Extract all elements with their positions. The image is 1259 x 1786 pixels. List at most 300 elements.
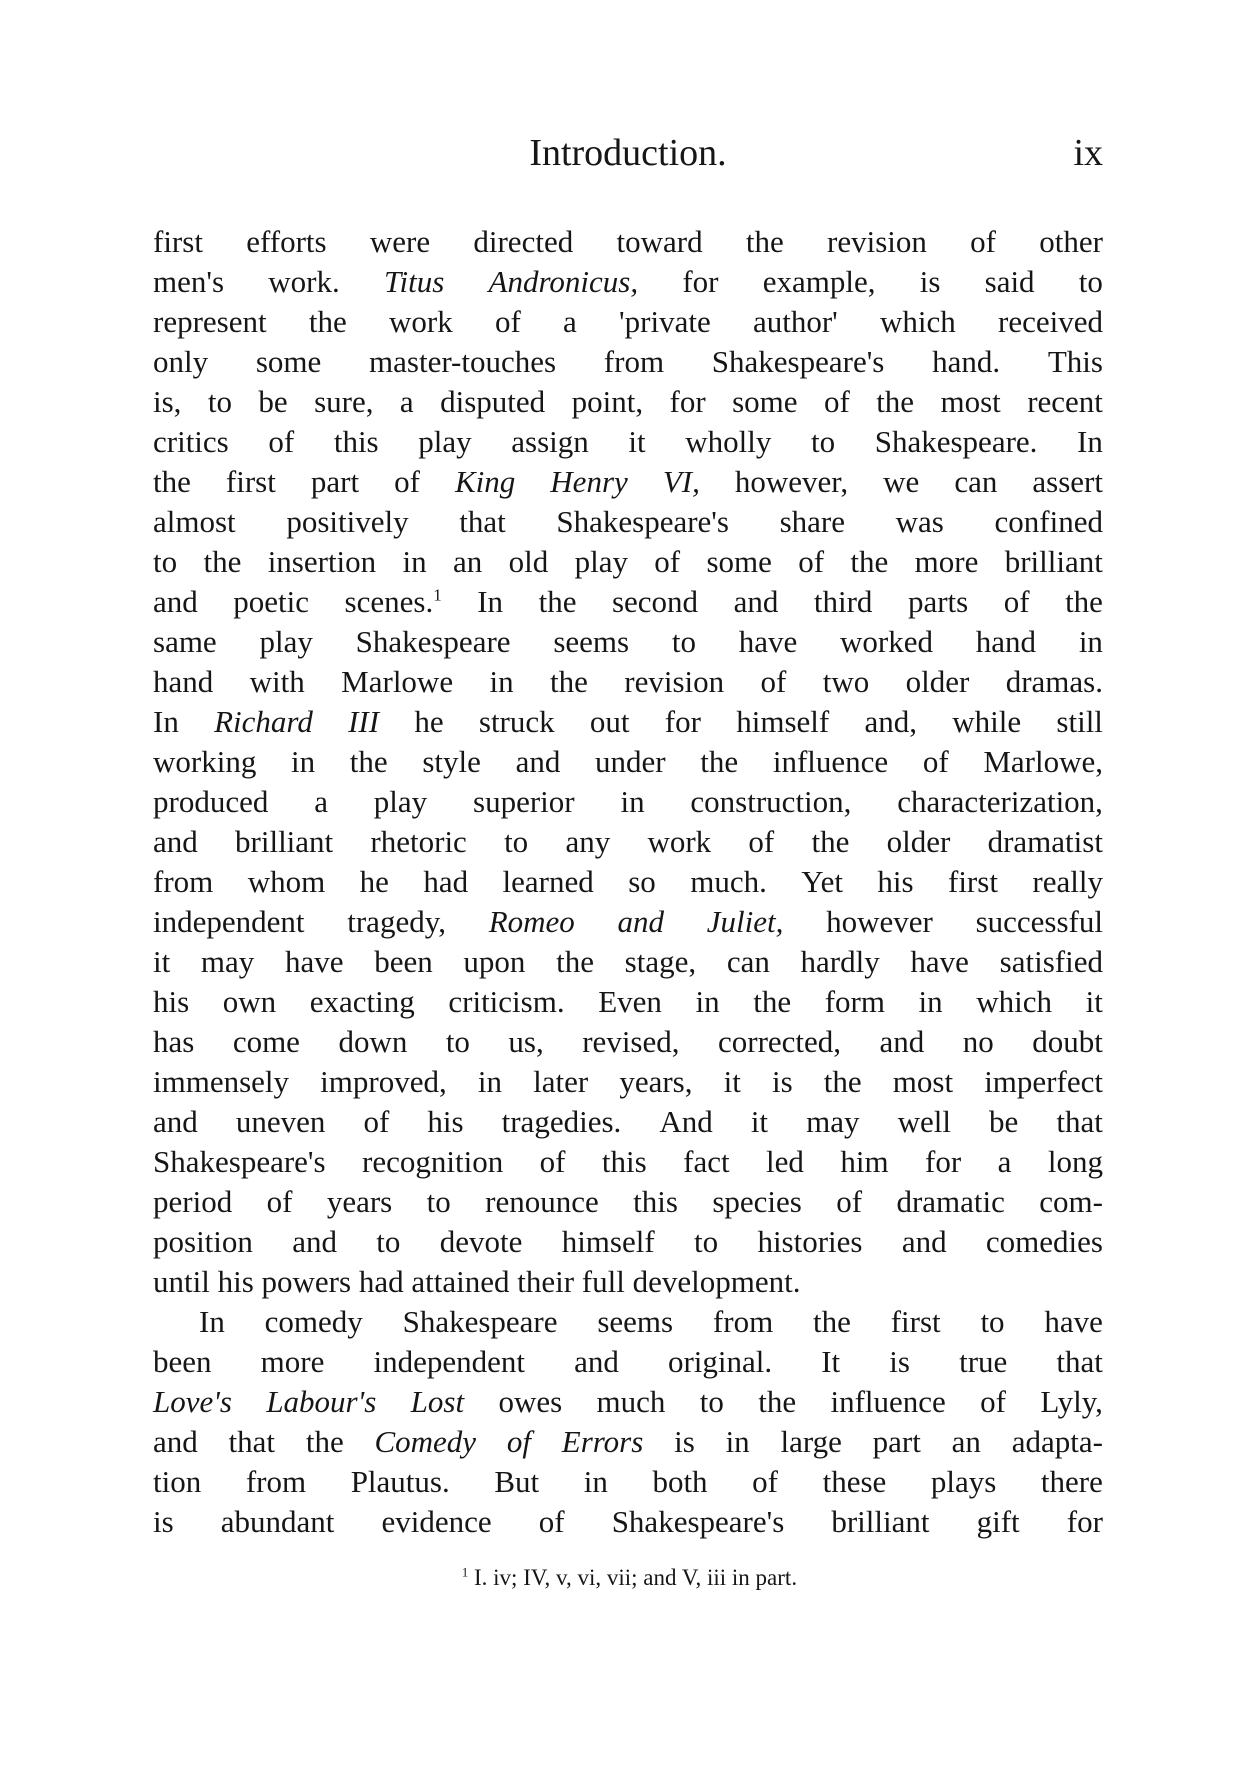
word (370, 822, 466, 862)
word (341, 662, 453, 702)
word-text: really (1032, 864, 1103, 899)
word (153, 382, 181, 422)
word (455, 462, 515, 502)
word (1000, 942, 1103, 982)
page-number: ix (1073, 132, 1103, 174)
word-text: criticism. (448, 984, 565, 1019)
word-text: work (388, 304, 453, 339)
word-text: influence (830, 1384, 946, 1419)
word (1027, 382, 1103, 422)
word (221, 1502, 335, 1542)
word-text: assert (1032, 464, 1103, 499)
word (584, 1462, 608, 1502)
word (659, 1102, 712, 1142)
text-line (153, 1302, 1103, 1342)
word-text: play (418, 424, 472, 459)
word (898, 1102, 951, 1142)
word (403, 542, 427, 582)
word (565, 822, 610, 862)
word (1065, 582, 1103, 622)
italic-word-text: Comedy (374, 1424, 477, 1459)
word-text: with (249, 664, 305, 699)
word-text: of (363, 1104, 390, 1139)
word (954, 462, 997, 502)
word (562, 1422, 644, 1462)
word (766, 1142, 804, 1182)
word (502, 1102, 622, 1142)
italic-word-text: Juliet, (706, 904, 784, 939)
word (824, 382, 850, 422)
word (489, 902, 575, 942)
word-text: Marlowe (341, 664, 454, 699)
text-line (153, 1142, 1103, 1182)
word (504, 822, 528, 862)
word (153, 662, 213, 702)
word-text: Shakespeare's (556, 504, 729, 539)
word-text: This (1047, 344, 1103, 379)
word-text: scenes. (344, 584, 434, 619)
word (700, 742, 738, 782)
word-text: doubt (1032, 1024, 1103, 1059)
word-text: master-touches (369, 344, 557, 379)
word (201, 942, 254, 982)
word-text: In (199, 1304, 225, 1339)
italic-word-text: Richard (214, 704, 313, 739)
word-text: It (821, 1344, 841, 1379)
word (826, 902, 933, 942)
word (732, 382, 797, 422)
word-text: successful (975, 904, 1103, 939)
word (350, 742, 388, 782)
word (836, 1182, 862, 1222)
word-text: his (877, 864, 914, 899)
word-text: much (596, 1384, 666, 1419)
word (153, 1142, 326, 1182)
italic-word-text: Andronicus, (488, 264, 639, 299)
word-text: critics (153, 424, 229, 459)
word (411, 1382, 464, 1422)
italic-word-text: Titus (383, 264, 445, 299)
word (153, 422, 229, 462)
word (887, 822, 951, 862)
word (214, 702, 313, 742)
word-text: his (217, 1264, 254, 1299)
word (931, 1462, 996, 1502)
word-text: for (925, 1144, 962, 1179)
word-text: their (517, 1264, 575, 1299)
word (948, 862, 998, 902)
word-text: may (200, 944, 255, 979)
word-text: Shakespeare (402, 1304, 558, 1339)
word-text: been (153, 1344, 212, 1379)
word-text: parts (907, 584, 969, 619)
word-text: And (659, 1104, 713, 1139)
word-text: is (919, 264, 941, 299)
word (619, 302, 711, 342)
word-text: first (225, 464, 276, 499)
word (654, 542, 680, 582)
word (418, 422, 471, 462)
word-text: an (951, 1424, 981, 1459)
word-text: work. (268, 264, 340, 299)
text-line (153, 1342, 1103, 1382)
word (761, 662, 787, 702)
italic-word-text: King (454, 464, 516, 499)
word-text: first (948, 864, 998, 899)
word (508, 1022, 543, 1062)
word (827, 222, 927, 262)
word (153, 1462, 201, 1502)
word (1077, 422, 1103, 462)
word-text: himself (561, 1224, 655, 1259)
word (712, 342, 885, 382)
word (153, 1422, 198, 1462)
word-text: any (565, 824, 611, 859)
footnote-marker: 1 (461, 1565, 469, 1580)
word (246, 1462, 306, 1502)
word (268, 422, 294, 462)
word (153, 1262, 210, 1302)
word (724, 1062, 741, 1102)
word (351, 1462, 450, 1502)
word-text: the (813, 1304, 851, 1339)
word-text: were (369, 224, 431, 259)
word-text: poetic (233, 584, 310, 619)
word-text: In (153, 704, 179, 739)
word-text: working (153, 744, 257, 779)
word (246, 222, 326, 262)
word-text: struck (478, 704, 555, 739)
text-line (153, 1182, 1103, 1222)
word (153, 302, 267, 342)
word-text: to (207, 384, 232, 419)
word-text: Shakespeare (355, 624, 511, 659)
word (153, 1382, 232, 1422)
word-text: this (333, 424, 379, 459)
word-text: and (901, 1224, 947, 1259)
word-text: he (359, 864, 389, 899)
word-text: independent (153, 904, 305, 939)
word-text: tragedies. (501, 1104, 622, 1139)
word-text: for (1066, 1504, 1103, 1539)
word (830, 1382, 945, 1422)
word (153, 262, 224, 302)
word-text: and (153, 824, 198, 859)
word-text: brilliant (235, 824, 334, 859)
word-text: led (766, 1144, 804, 1179)
word-text: renounce (485, 1184, 599, 1219)
word (620, 782, 644, 822)
word-text: his (153, 984, 190, 1019)
italic-word-text: III (348, 704, 380, 739)
word (248, 862, 326, 902)
word-text: of (268, 424, 295, 459)
word (718, 1022, 841, 1062)
text-line (153, 502, 1103, 542)
word-text: have (910, 944, 969, 979)
word (893, 1062, 953, 1102)
word (403, 1302, 558, 1342)
word (674, 1422, 695, 1462)
word-text: from (153, 864, 214, 899)
word (376, 1222, 400, 1262)
word (423, 862, 468, 902)
word (448, 982, 564, 1022)
word-text: of (748, 824, 775, 859)
footnote-reference: 1 (433, 585, 442, 605)
word (226, 462, 276, 502)
word (880, 1022, 925, 1062)
word-text: influence (772, 744, 889, 779)
word (998, 1142, 1012, 1182)
word (980, 1302, 1004, 1342)
word (265, 1302, 363, 1342)
word-text: Marlowe, (983, 744, 1103, 779)
word-text: hand. (932, 344, 1001, 379)
word-text: an (453, 544, 483, 579)
word-text: rhetoric (370, 824, 467, 859)
word-text: some (706, 544, 772, 579)
word (338, 1022, 407, 1062)
word-text: plays (930, 1464, 997, 1499)
word (199, 1302, 225, 1342)
word (602, 1142, 647, 1182)
word-text: to (445, 1024, 470, 1059)
word-text: recognition (362, 1144, 504, 1179)
word-text: wholly (685, 424, 772, 459)
word-text: characterization, (897, 784, 1103, 819)
word (256, 342, 321, 382)
word (1006, 662, 1103, 702)
word (223, 982, 276, 1022)
word-text: to (1078, 264, 1103, 299)
italic-word-text: Love's (153, 1384, 232, 1419)
word-text: revised, (582, 1024, 680, 1059)
word-text: efforts (246, 224, 327, 259)
word-text: down (338, 1024, 408, 1059)
word-text: abundant (220, 1504, 335, 1539)
word (670, 382, 706, 422)
word-text: directed (473, 224, 574, 259)
italic-word-text: Henry (550, 464, 628, 499)
footnote-text: I. iv; IV, v, vi, vii; and V, iii in part. (474, 1565, 798, 1590)
word (752, 1462, 778, 1502)
word (727, 942, 770, 982)
word (616, 222, 702, 262)
word-text: can (954, 464, 998, 499)
word (153, 702, 179, 742)
word (983, 742, 1103, 782)
word-text: the (758, 1384, 797, 1419)
word (707, 902, 784, 942)
word-text: for (664, 704, 701, 739)
word-text: second (611, 584, 699, 619)
word (153, 782, 268, 822)
word (309, 302, 347, 342)
word (685, 422, 771, 462)
word-text: the (876, 384, 915, 419)
word-text: play (574, 544, 628, 579)
word-text: dramatist (987, 824, 1103, 859)
word (694, 1222, 718, 1262)
word-text: had (358, 1264, 404, 1299)
word-text: tion (153, 1464, 202, 1499)
word (463, 942, 525, 982)
word (700, 1382, 724, 1422)
word (494, 1462, 539, 1502)
word-text: of (394, 464, 420, 499)
word-text: almost (153, 504, 236, 539)
word-text: to (426, 1184, 451, 1219)
word-text: hand (975, 624, 1037, 659)
word (919, 982, 943, 1022)
word (414, 702, 443, 742)
word-text: and (574, 1344, 619, 1379)
word-text: much. (690, 864, 767, 899)
word (618, 902, 665, 942)
word-text: positively (286, 504, 409, 539)
word-text: the (203, 544, 242, 579)
word (153, 1062, 289, 1102)
word (739, 622, 798, 662)
word-text: no (962, 1024, 994, 1059)
word (347, 902, 446, 942)
word (902, 1222, 947, 1262)
word (995, 502, 1103, 542)
word-text: the (349, 744, 388, 779)
italic-word-text: Labour's (266, 1384, 377, 1419)
word-text: we (883, 464, 920, 499)
word-text: Shakespeare's (153, 1144, 326, 1179)
word (625, 1262, 801, 1302)
word-text: hand (153, 664, 214, 699)
text-line (153, 742, 1103, 782)
word (292, 1222, 337, 1262)
word-text: the (153, 464, 191, 499)
word (356, 622, 511, 662)
word (880, 302, 956, 342)
word (876, 382, 914, 422)
word (980, 1382, 1006, 1422)
word (672, 622, 696, 662)
word-text: has (153, 1024, 195, 1059)
text-line (153, 582, 1103, 622)
word-text: author' (752, 304, 838, 339)
word-text: com- (1039, 1184, 1103, 1219)
word (875, 422, 1038, 462)
word-text: seems (553, 624, 630, 659)
word-text: dramas. (1005, 664, 1103, 699)
italic-word-text: Lost (410, 1384, 465, 1419)
word-text: adapta- (1011, 1424, 1103, 1459)
word-text: sure, (314, 384, 374, 419)
word (590, 702, 630, 742)
word (550, 462, 627, 502)
word (1032, 1022, 1103, 1062)
word (813, 1302, 851, 1342)
word (726, 1422, 750, 1462)
word (446, 1022, 470, 1062)
word-text: the (753, 984, 792, 1019)
word (153, 462, 191, 502)
word-text: upon (463, 944, 526, 979)
word (153, 862, 213, 902)
word-text: of (1003, 584, 1030, 619)
word-text: hardly (800, 944, 880, 979)
word-text: point, (571, 384, 644, 419)
word-text: the (308, 304, 347, 339)
word-text: revision (827, 224, 927, 259)
word (574, 1262, 625, 1302)
word-text: original. (667, 1344, 773, 1379)
word-text: is (771, 1064, 793, 1099)
word-text: out (589, 704, 630, 739)
word-text: style (422, 744, 481, 779)
word (473, 782, 575, 822)
word (1032, 862, 1103, 902)
word-text: some (732, 384, 798, 419)
word (798, 542, 824, 582)
word-text: gift (976, 1504, 1020, 1539)
word-text: of (266, 1184, 293, 1219)
word (311, 462, 359, 502)
word-text: and (153, 1424, 198, 1459)
word-text: and (153, 584, 198, 619)
word (619, 1062, 692, 1102)
word-text: the (538, 584, 577, 619)
word-text: may (806, 1104, 860, 1139)
word-text: true (959, 1344, 1008, 1379)
word (153, 1342, 212, 1382)
word-text: learned (502, 864, 594, 899)
word (477, 582, 503, 622)
word (306, 1422, 344, 1462)
word (840, 622, 933, 662)
italic-word-text: Romeo (488, 904, 575, 939)
word (268, 262, 339, 302)
word-text: dramatic (896, 1184, 1005, 1219)
word (773, 742, 888, 782)
word-text: have (284, 944, 344, 979)
word (233, 582, 309, 622)
word (473, 222, 573, 262)
word (509, 542, 549, 582)
word-text: which (879, 304, 956, 339)
word (806, 1102, 859, 1142)
word-text: most (892, 1064, 954, 1099)
word-text: to (376, 1224, 401, 1259)
word (1012, 1422, 1103, 1462)
word (310, 982, 415, 1022)
word-text: Plautus. (350, 1464, 450, 1499)
word (153, 1102, 198, 1142)
word-text: men's (153, 264, 225, 299)
word-text: in (489, 664, 514, 699)
word (153, 1222, 253, 1262)
word (633, 1182, 678, 1222)
text-line (153, 262, 1103, 302)
word-text: the (811, 824, 850, 859)
word-text: In (477, 584, 504, 619)
word (873, 1422, 921, 1462)
text-line (153, 542, 1103, 582)
word (563, 302, 577, 342)
word (556, 942, 594, 982)
word (153, 622, 217, 662)
word (550, 662, 588, 702)
word (998, 302, 1103, 342)
word (370, 222, 430, 262)
